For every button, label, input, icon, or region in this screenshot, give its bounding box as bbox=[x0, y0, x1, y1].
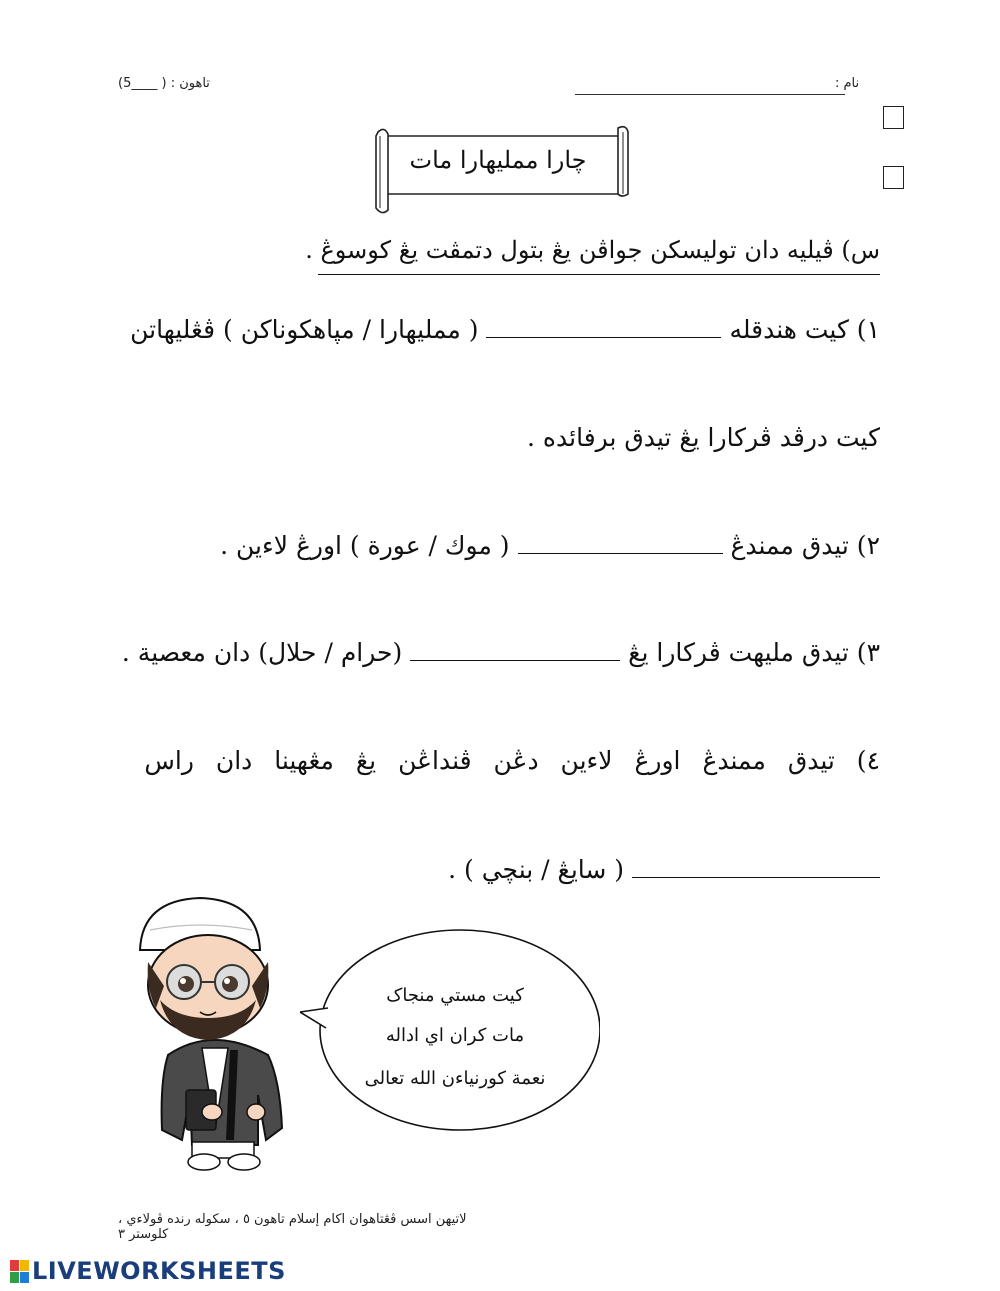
liveworksheets-logo-icon bbox=[10, 1258, 30, 1286]
question-3-text-end: (حرام / حلال) دان معصية . bbox=[121, 638, 403, 667]
liveworksheets-logo-text[interactable]: LIVEWORKSHEETS bbox=[32, 1257, 286, 1285]
question-1-text-end: ( مملیهارا / مپاهکوناکن ) ڤڠليهاتن bbox=[130, 315, 479, 344]
question-4-text-end: ( سايڠ / بنچي ) . bbox=[448, 855, 625, 884]
instruction-underline bbox=[318, 274, 880, 275]
answer-blank-3[interactable] bbox=[410, 659, 620, 661]
checkbox-2[interactable] bbox=[883, 166, 904, 189]
worksheet-title: چارا مملیهارا مات bbox=[409, 146, 587, 174]
answer-blank-2[interactable] bbox=[518, 552, 723, 554]
answer-blank-1[interactable] bbox=[486, 336, 721, 338]
ustaz-character-illustration bbox=[120, 890, 310, 1175]
bubble-line-2: مات کران اي اداله bbox=[385, 1025, 525, 1046]
footer-note: لاتيهن اسس ڤڠتاهوان اکام إسلام تاهون ٥ ، سکوله رنده ڤولاءي ، کلوستر ٣ bbox=[118, 1212, 467, 1242]
bubble-line-3: نعمة کورنياءن الله تعالى bbox=[364, 1068, 546, 1089]
name-input-line[interactable] bbox=[575, 94, 845, 95]
instruction: س) ڤیليه دان توليسکن جواڤن يڠ بتول دتمڤت يڠ کوسوڠ . bbox=[305, 236, 880, 264]
answer-blank-4[interactable] bbox=[632, 876, 880, 878]
checkbox-1[interactable] bbox=[883, 106, 904, 129]
question-1-line-2: کيت درڤد ڤرکارا يڠ تيدق برفائده . bbox=[527, 423, 880, 452]
question-2 bbox=[220, 533, 880, 558]
bubble-line-1: کيت مستي منجاک bbox=[386, 985, 524, 1006]
question-2-text-start: ٢) تيدق ممندڠ bbox=[730, 531, 880, 560]
question-3-text-start: ٣) تيدق مليهت ڤرکارا يڠ bbox=[628, 638, 880, 667]
question-4-line-2 bbox=[448, 857, 880, 882]
year-label: تاهون : ( ____5) bbox=[118, 76, 210, 91]
question-1-text-start: ١) کيت هندقله bbox=[729, 315, 880, 344]
question-3 bbox=[122, 640, 880, 665]
question-1-line-1 bbox=[130, 317, 880, 342]
question-2-text-end: ( موك / عورة ) اورڠ لاءين . bbox=[220, 531, 510, 560]
name-label: نام : bbox=[835, 76, 860, 91]
question-4-line-1: ٤) تيدق ممندڠ اورڠ لاءين دڠن ڤنداڠن يڠ مڠهينا دان راس bbox=[144, 746, 880, 775]
